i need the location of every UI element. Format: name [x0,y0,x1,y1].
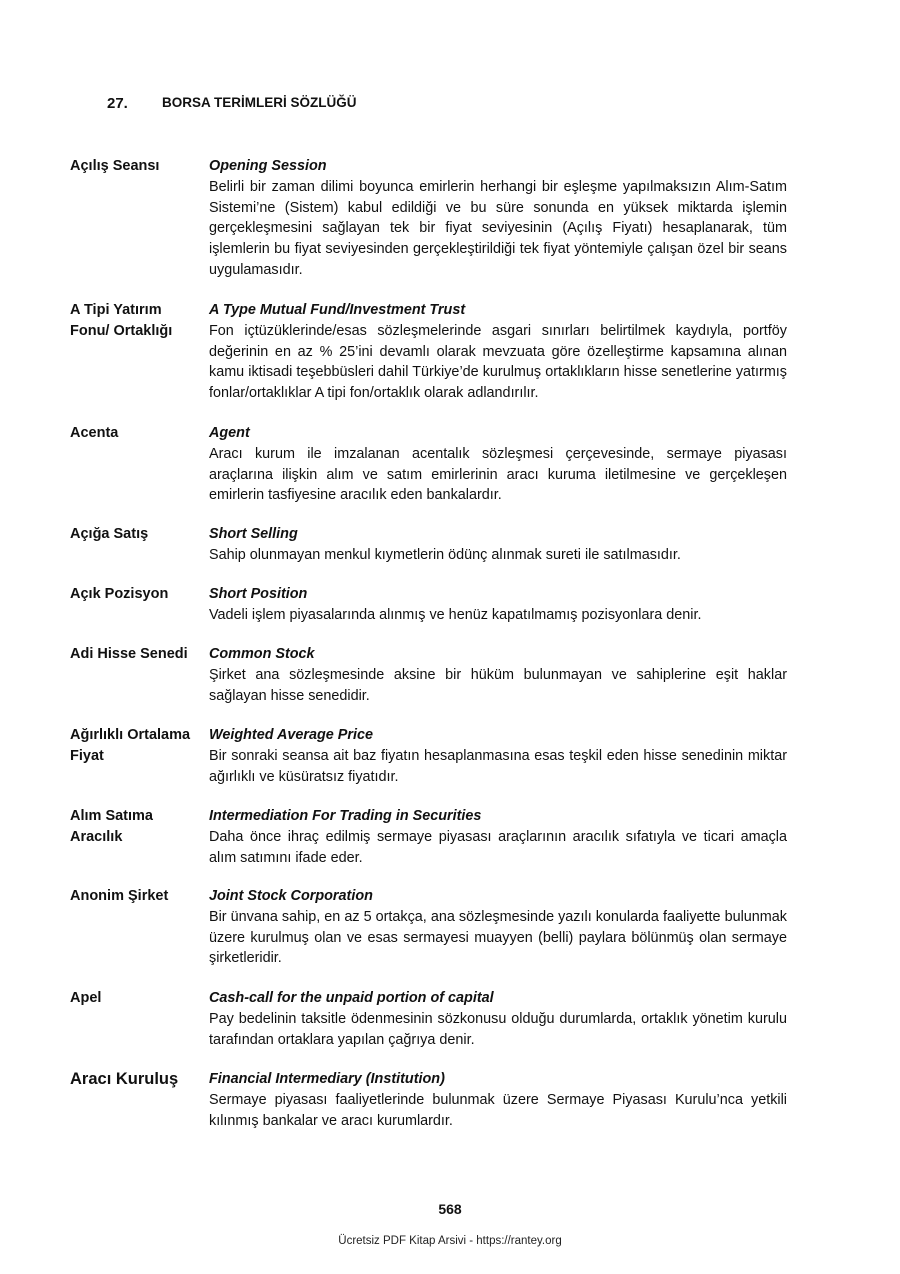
english-term: Opening Session [209,158,327,174]
glossary-term: Açığa Satış [70,526,149,542]
glossary-body [209,584,787,626]
english-term: Cash-call for the unpaid portion of capital [209,990,494,1006]
glossary-term: Acenta [70,425,119,441]
glossary-body [209,725,787,787]
glossary-term: Adi Hisse Senedi [70,646,188,662]
glossary-term: Apel [70,990,102,1006]
glossary-term: Açık Pozisyon [70,586,169,602]
glossary-term: Anonim Şirket [70,888,169,904]
english-term: Short Position [209,586,308,602]
english-term: Joint Stock Corporation [209,888,373,904]
glossary-body [209,423,787,506]
term-definition: Bir sonraki seansa ait baz fiyatın hesaplanmasına esas teşkil eden hisse senedinin miktar ağırlıklı ve küsüratsız fiyatıdır. [209,747,787,785]
glossary-body [209,524,787,566]
term-definition: Sahip olunmayan menkul kıymetlerin ödünç alınmak sureti ile satılmasıdır. [209,546,681,563]
english-term: Weighted Average Price [209,727,373,743]
term-definition: Sermaye piyasası faaliyetlerinde bulunmak üzere Sermaye Piyasası Kurulu’nca yetkili kılınmış bankalar ve aracı kurumlardır. [209,1091,787,1129]
english-term: Common Stock [209,646,315,662]
term-definition: Vadeli işlem piyasalarında alınmış ve henüz kapatılmamış pozisyonlara denir. [209,606,702,623]
english-term: Short Selling [209,526,298,542]
english-term: Agent [209,425,250,441]
english-term: Intermediation For Trading in Securities [209,808,482,824]
term-definition: Daha önce ihraç edilmiş sermaye piyasası araçlarının aracılık sıfatıyla ve ticari amaçla alım satımını ifade eder. [209,828,787,866]
glossary-term: Ağırlıklı Ortalama Fiyat [70,727,191,764]
english-term: A Type Mutual Fund/Investment Trust [209,302,466,318]
glossary-body [209,886,787,969]
term-definition: Aracı kurum ile imzalanan acentalık sözleşmesi çerçevesinde, sermaye piyasası araçlarına ilişkin alım ve satım emirlerinin aracı kuruma iletilmesine ve gerçekleşen emirlerin tasfiyesine aracılık eden bankalardır. [209,445,787,504]
glossary-body [209,300,787,404]
english-term: Financial Intermediary (Institution) [209,1071,445,1087]
glossary-body [209,806,787,868]
term-definition: Belirli bir zaman dilimi boyunca emirlerin herhangi bir eşleşme yapılmaksızın Alım-Satım Sistemi’ne (Sistem) kabul edildiği ve bu süre sonunda en yüksek miktarda işlemin gerçekleşmesini sağlayan tek bir fiyat seviyesinin (Açılış Fiyatı) hesaplanarak, tüm işlemlerin bu fiyat seviyesinden gerçekleştirildiği tek fiyat yöntemiyle çalışan özel bir seans uygulamasıdır. [209,178,787,278]
glossary-term: A Tipi Yatırım Fonu/ Ortaklığı [70,302,173,339]
section-title: BORSA TERİMLERİ SÖZLÜĞÜ [162,95,357,110]
section-number: 27. [107,95,128,112]
term-definition: Fon içtüzüklerinde/esas sözleşmelerinde asgari sınırları belirtilmek kaydıyla, portföy değerinin en az % 25’ini devamlı olarak mevzuata göre özelleştirme kapsamına alınan kamu iktisadi teşebbüsleri dahil Türkiye’de kurulmuş ortaklıkların hisse senetlerine yatırmış fonlar/ortaklıklar A tipi fon/ortaklık olarak adlandırılır. [209,322,787,402]
term-definition: Bir ünvana sahip, en az 5 ortakça, ana sözleşmesinde yazılı konularda faaliyette bulunmak üzere kurulmuş olan ve esas sermayesi muayyen (belli) paylara bölünmüş olan sermaye şirketleridir. [209,908,787,967]
glossary-term: Açılış Seansı [70,158,160,174]
footer-note: Ücretsiz PDF Kitap Arsivi - https://rantey.org [338,1235,562,1247]
glossary-body [209,156,787,281]
glossary-body [209,1069,787,1131]
term-definition: Şirket ana sözleşmesinde aksine bir hüküm bulunmayan ve sahiplerine eşit haklar sağlayan hisse senedidir. [209,666,787,704]
glossary-body [209,988,787,1050]
glossary-term: Aracı Kuruluş [70,1070,179,1088]
glossary-body [209,644,787,706]
glossary-term: Alım Satıma Aracılık [70,808,153,845]
term-definition: Pay bedelinin taksitle ödenmesinin sözkonusu olduğu durumlarda, ortaklık yönetim kurulu tarafından ortaklara yapılan çağrıya denir. [209,1010,787,1048]
page-number: 568 [438,1201,462,1217]
